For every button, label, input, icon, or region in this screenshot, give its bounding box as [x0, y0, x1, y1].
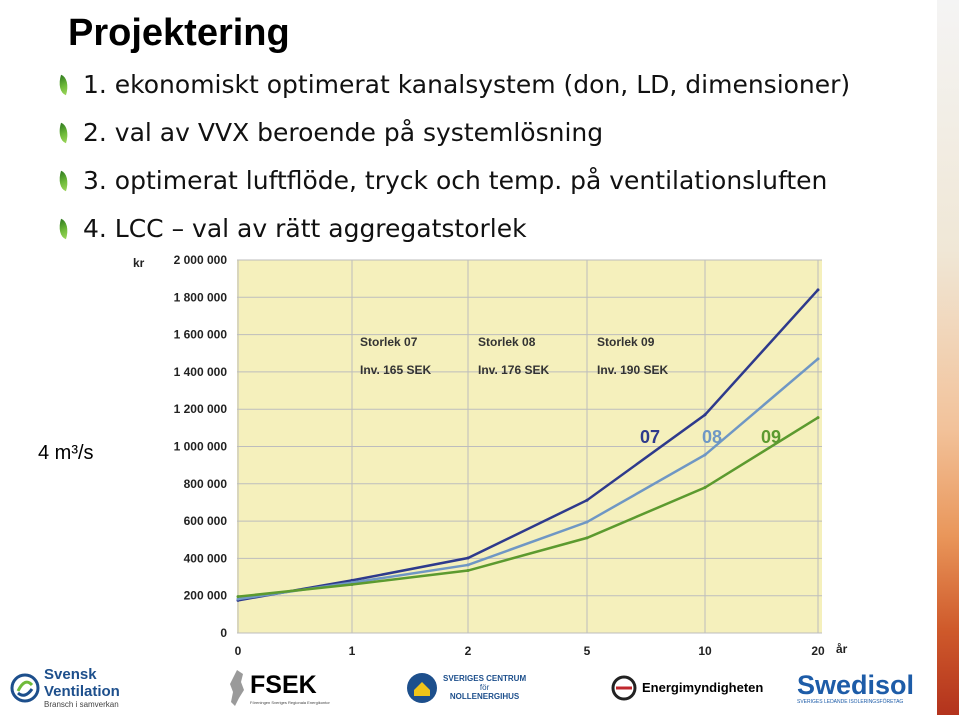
- decorative-edge: [937, 0, 959, 715]
- svensk-ventilation-icon: [10, 673, 40, 703]
- data-point-08: [817, 357, 820, 360]
- series-label: 08: [702, 427, 723, 447]
- x-tick-label: 20: [811, 644, 825, 658]
- annotation-name: Storlek 09: [597, 335, 655, 349]
- series-label: 07: [640, 427, 661, 447]
- logo-name: FSEK: [250, 670, 317, 699]
- y-tick-label: 2 000 000: [173, 253, 227, 267]
- logo-name: Svensk Ventilation: [44, 666, 120, 700]
- energimyndigheten-logo: [610, 660, 764, 715]
- data-point-09: [467, 569, 470, 572]
- y-tick-label: 400 000: [183, 551, 227, 566]
- bullet-item: [58, 118, 603, 147]
- airflow-label: 4 m³/s: [38, 442, 94, 464]
- sweden-map-icon: [225, 668, 247, 708]
- footer-logos: [0, 660, 937, 715]
- annotation-name: Storlek 07: [360, 335, 418, 349]
- data-point-07: [704, 413, 707, 416]
- annotation-inv: Inv. 176 SEK: [478, 363, 550, 377]
- leaf-icon: [55, 74, 71, 95]
- x-tick-label: 1: [348, 644, 356, 658]
- x-tick-label: 10: [698, 644, 712, 658]
- logo-sub: SVERIGES LEDANDE ISOLERINGSFÖRETAG: [797, 698, 904, 705]
- logo-line: NOLLENERGIHUS: [449, 692, 520, 701]
- house-icon: [405, 671, 439, 705]
- svensk-ventilation-logo: [10, 660, 170, 715]
- bullet-text: 1. ekonomiskt optimerat kanalsystem (don, LD, dimensioner): [83, 70, 851, 99]
- swedisol-logo: [797, 660, 932, 715]
- annotation-inv: Inv. 165 SEK: [360, 363, 432, 377]
- y-axis-label: kr: [133, 256, 145, 270]
- y-tick-label: 200 000: [183, 588, 227, 603]
- data-point-07: [467, 557, 470, 560]
- leaf-icon: [55, 170, 71, 191]
- y-tick-label: 1 600 000: [173, 327, 227, 342]
- y-tick-label: 1 200 000: [173, 402, 227, 417]
- energimyndigheten-icon: [610, 674, 638, 702]
- bullet-text: 3. optimerat luftflöde, tryck och temp. på ventilationsluften: [83, 166, 828, 195]
- lcc-chart: [120, 248, 848, 663]
- logo-name: Swedisol: [797, 669, 915, 700]
- fsek-logo: [225, 660, 335, 715]
- logo-line: för: [479, 683, 490, 692]
- data-point-09: [586, 536, 589, 539]
- bullet-item: [58, 166, 827, 195]
- x-tick-label: 0: [234, 644, 242, 658]
- bullet-item: [58, 70, 850, 99]
- logo-sub: Bransch i samverkan: [44, 700, 119, 709]
- y-tick-label: 600 000: [183, 514, 227, 529]
- logo-name: Energimyndigheten: [642, 680, 764, 695]
- series-label: 09: [761, 427, 782, 447]
- data-point-09: [704, 486, 707, 489]
- leaf-icon: [55, 218, 71, 239]
- slide-title: Projektering: [68, 12, 290, 54]
- x-tick-label: 5: [583, 644, 591, 658]
- logo-sub: Föreningen Sveriges Regionala Energikontor: [250, 699, 330, 705]
- data-point-09: [237, 595, 240, 598]
- data-point-07: [817, 288, 820, 291]
- y-tick-label: 800 000: [183, 476, 227, 491]
- data-point-08: [704, 453, 707, 456]
- data-point-07: [586, 499, 589, 502]
- bullet-text: 2. val av VVX beroende på systemlösning: [83, 118, 604, 147]
- data-point-09: [817, 416, 820, 419]
- y-tick-label: 0: [220, 626, 227, 640]
- bullet-text: 4. LCC – val av rätt aggregatstorlek: [83, 214, 527, 243]
- y-tick-label: 1 800 000: [173, 290, 227, 305]
- x-axis-label: år: [836, 642, 848, 656]
- annotation-inv: Inv. 190 SEK: [597, 363, 669, 377]
- nollenergihus-logo: [405, 660, 545, 715]
- data-point-08: [467, 563, 470, 566]
- annotation-name: Storlek 08: [478, 335, 536, 349]
- y-tick-label: 1 000 000: [173, 439, 227, 454]
- leaf-icon: [55, 122, 71, 143]
- data-point-09: [351, 583, 354, 586]
- x-tick-label: 2: [464, 644, 472, 658]
- bullet-item: [58, 214, 527, 243]
- data-point-08: [586, 521, 589, 524]
- logo-name: SVERIGES CENTRUM: [443, 674, 527, 683]
- y-tick-label: 1 400 000: [173, 364, 227, 379]
